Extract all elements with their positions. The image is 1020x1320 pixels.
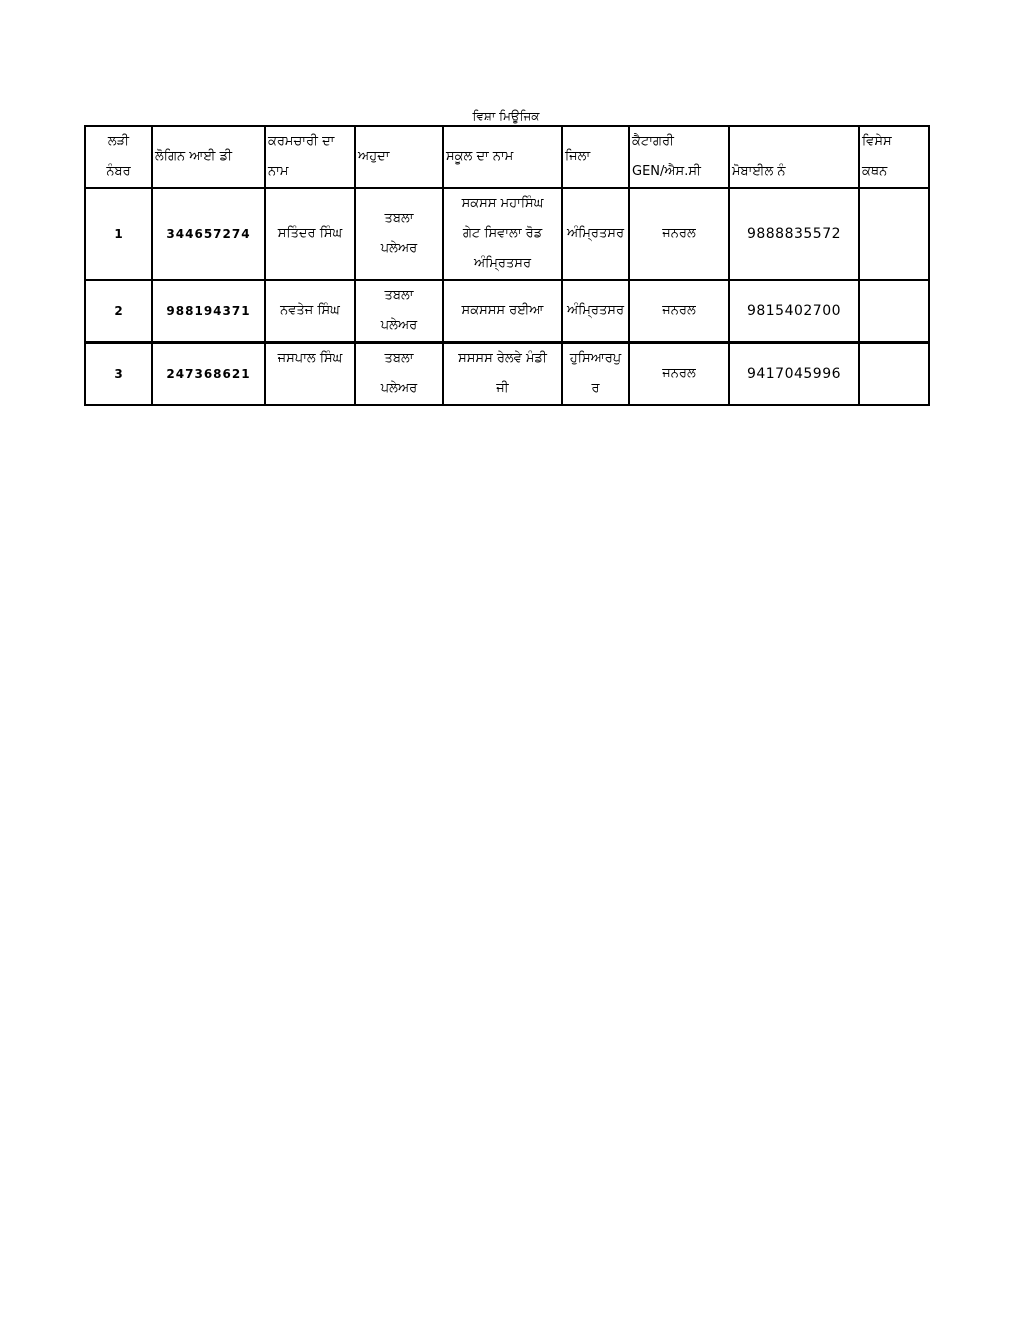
cell-category: ਜਨਰਲ <box>629 188 729 280</box>
cell-employee-name: ਜਸਪਾਲ ਸਿੰਘ <box>265 343 355 406</box>
cell-school-name-line-2: ਜੀ <box>496 381 509 396</box>
cell-login-id: 247368621 <box>152 343 265 406</box>
cell-mobile: 9888835572 <box>729 188 859 280</box>
header-category-line-1: ਕੈਟਾਗਰੀ <box>632 134 674 149</box>
cell-school-name-line-1: ਸਕਸਸ ਮਹਾਸਿੰਘ <box>461 196 544 211</box>
cell-serial: 3 <box>85 343 152 406</box>
cell-district-line-1: ਹੁਸਿਆਰਪੁ <box>569 351 622 366</box>
cell-mobile: 9815402700 <box>729 280 859 343</box>
cell-designation-line-2: ਪਲੇਅਰ <box>380 318 418 333</box>
table-row <box>85 188 929 280</box>
cell-login-id: 344657274 <box>152 188 265 280</box>
cell-school-name-line-2: ਗੇਟ ਸਿਵਾਲਾ ਰੋਡ <box>462 226 543 241</box>
cell-designation-line-1: ਤਬਲਾ <box>384 351 414 366</box>
cell-designation-line-2: ਪਲੇਅਰ <box>380 381 418 396</box>
cell-remarks <box>859 188 929 280</box>
cell-district: ਅੰਮ੍ਰਿਤਸਰ <box>562 280 629 343</box>
cell-school-name: ਸਕਸਸਸ ਰਈਆ <box>443 280 562 343</box>
cell-serial: 1 <box>85 188 152 280</box>
cell-category: ਜਨਰਲ <box>629 343 729 406</box>
cell-school-name <box>443 188 562 280</box>
table-row <box>85 280 929 343</box>
cell-login-id: 988194371 <box>152 280 265 343</box>
cell-mobile: 9417045996 <box>729 343 859 406</box>
cell-designation <box>355 188 443 280</box>
header-serial-line-1: ਲੜੀ <box>107 134 130 149</box>
header-serial-line-2: ਨੰਬਰ <box>106 164 131 179</box>
cell-employee-name: ਸਤਿੰਦਰ ਸਿੰਘ <box>265 188 355 280</box>
header-remarks-line-2: ਕਥਨ <box>862 164 888 179</box>
header-login-id: ਲੋਗਿਨ ਆਈ ਡੀ <box>152 126 265 188</box>
header-category-line-2: GEN/ਐਸ.ਸੀ <box>632 164 701 179</box>
cell-category: ਜਨਰਲ <box>629 280 729 343</box>
header-row <box>85 126 929 188</box>
cell-designation-line-1: ਤਬਲਾ <box>384 288 414 303</box>
cell-district <box>562 343 629 406</box>
cell-district: ਅੰਮ੍ਰਿਤਸਰ <box>562 188 629 280</box>
header-remarks <box>859 126 929 188</box>
cell-school-name-line-1: ਸਸਸਸ ਰੇਲਵੇ ਮੰਡੀ <box>458 351 547 366</box>
cell-remarks <box>859 343 929 406</box>
header-district: ਜਿਲਾ <box>562 126 629 188</box>
cell-school-name <box>443 343 562 406</box>
cell-designation <box>355 280 443 343</box>
cell-serial: 2 <box>85 280 152 343</box>
cell-remarks <box>859 280 929 343</box>
cell-designation-line-2: ਪਲੇਅਰ <box>380 241 418 256</box>
header-category <box>629 126 729 188</box>
staff-table <box>84 125 930 406</box>
header-serial <box>85 126 152 188</box>
cell-school-name-line-3: ਅੰਮ੍ਰਿਤਸਰ <box>473 256 532 271</box>
header-employee-name <box>265 126 355 188</box>
header-designation: ਅਹੁਦਾ <box>355 126 443 188</box>
cell-designation-line-1: ਤਬਲਾ <box>384 211 414 226</box>
page-title: ਵਿਸ਼ਾ ਮਿਊਜਿਕ <box>472 109 540 123</box>
header-remarks-line-1: ਵਿਸੇਸ <box>862 134 892 149</box>
header-employee-name-line-2: ਨਾਮ <box>268 164 289 179</box>
header-mobile: ਮੋਬਾਈਲ ਨੰ <box>729 126 859 188</box>
table-row <box>85 343 929 406</box>
cell-designation <box>355 343 443 406</box>
cell-employee-name: ਨਵਤੇਜ ਸਿੰਘ <box>265 280 355 343</box>
cell-district-line-2: ਰ <box>591 381 600 396</box>
header-employee-name-line-1: ਕਰਮਚਾਰੀ ਦਾ <box>268 134 335 149</box>
header-school-name: ਸਕੂਲ ਦਾ ਨਾਮ <box>443 126 562 188</box>
